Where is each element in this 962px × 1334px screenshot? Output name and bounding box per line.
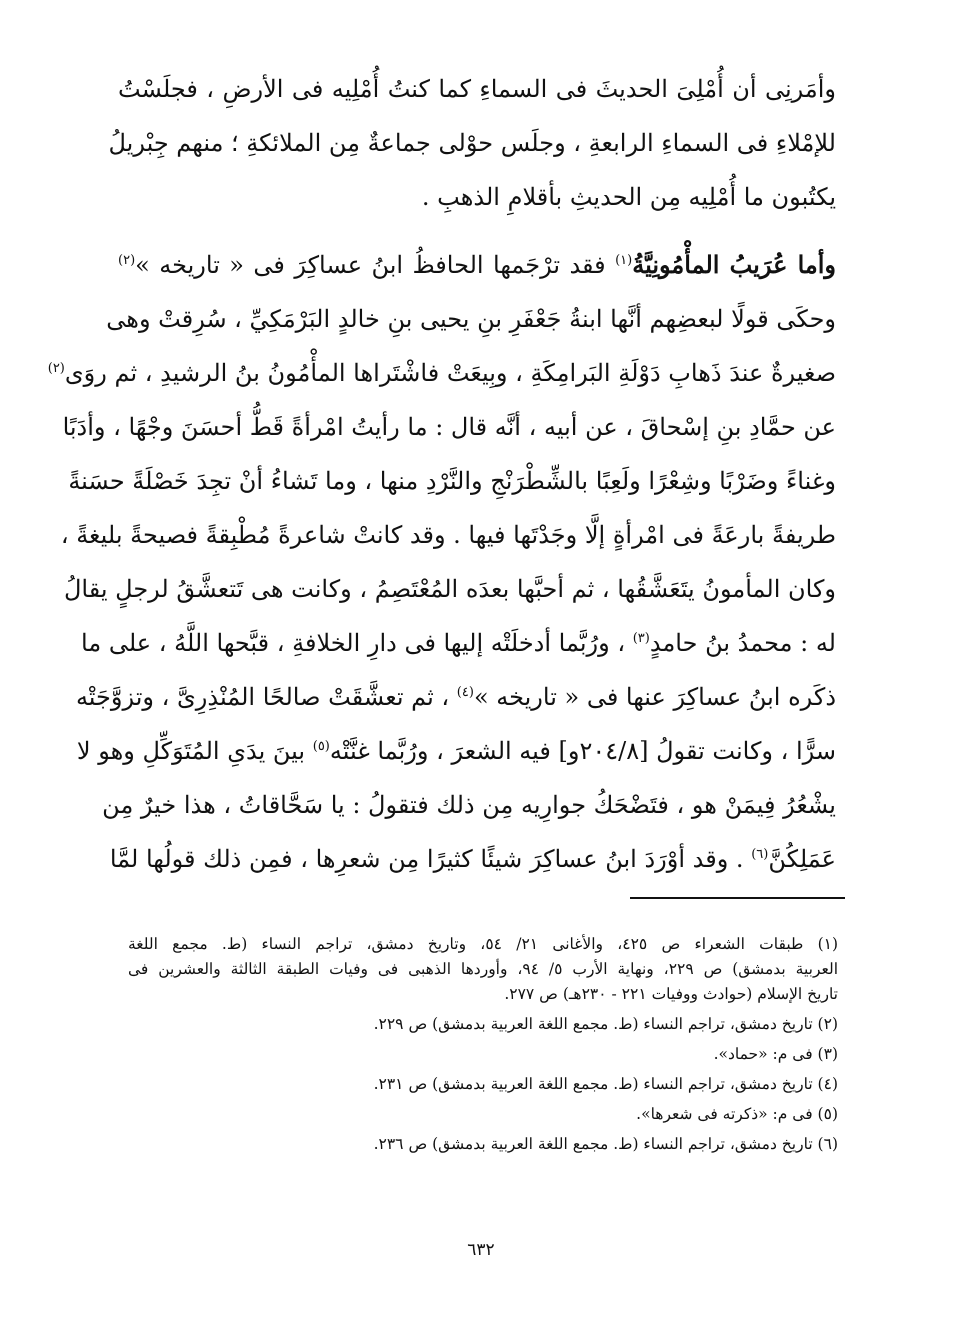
footnote-ref: (٤) [456, 685, 474, 700]
footnote-ref: (٦) [751, 847, 769, 862]
footnote-ref: (٢) [118, 253, 136, 268]
text-line: يشْعُرُ فِيمَنْ هو ، فتَضْحَكُ جوارِيه مِن ذلك فتقولُ : يا سَحَّاقاتُ ، هذا خيرٌ مِن [102, 791, 836, 819]
footnote-ref: (٣) [632, 631, 650, 646]
text-line: وكان المأمونُ يتَعَشَّقُها ، ثم أحبَّها بعدَه المُعْتَصِمُ ، وكانت هى تَتعشَّقُ لرجلٍ يقالُ [63, 575, 836, 603]
footnote-4: (٤) تاريخ دمشق، تراجم النساء (ط. مجمع اللغة العربية بدمشق) ص ٢٣١. [373, 1075, 838, 1093]
text-line: للإمْلاءِ فى السماءِ الرابعةِ ، وجلَس حوْلى جماعةٌ مِن الملائكةِ ؛ منهم جِبْريلُ [108, 129, 836, 157]
text-line: طريفةً بارعَةً فى امْرأةٍ إلَّا وجَدْتَها فيها . وقد كانتْ شاعرةً مُطْبِقةً فصيحةً بليغةً ، [60, 521, 836, 549]
text-line: وحكَى قولًا لبعضِهم أنَّها ابنةُ جَعْفَرِ بنِ يحيى بنِ خالدٍ البَرْمَكِيِّ ، سُرِقتْ وهى [106, 305, 836, 333]
footnotes [128, 932, 838, 1157]
text-line: صغيرةٌ عندَ ذَهابِ دَوْلَةِ البَرامِكَةِ ، وبِيعَتْ فاشْتَراها المأْمُونُ بنُ الرشيدِ ، ثم روَى$^{(٢)}$ [47, 359, 836, 387]
text-line: سرًّا ، وكانت تقولُ [٢٠٤/٨و] فيه الشعرَ ، ورُبَّما غنَّتْه$^{(٥)}$ بينَ يدَىِ المُتَوَكِّلِ وهو لا [76, 737, 836, 765]
footnote-1: (١) طبقات الشعراء ص ٤٢٥، والأغانى ٢١/ ٥٤، وتاريخ دمشق، تراجم النساء (ط. مجمع اللغة [128, 935, 839, 953]
main-text [47, 62, 836, 886]
page-number: ٦٣٢ [467, 1240, 495, 1260]
footnote-ref: (٢) [47, 361, 65, 376]
paragraph-gap [118, 224, 836, 238]
text-line: وأمَرنِى أن أُمْلِىَ الحديثَ فى السماءِ كما كنتُ أُمْلِيه فى الأرضِ ، فجلَسْتُ [118, 75, 836, 103]
text-line: عن حمَّادِ بنِ إسْحاقَ ، عن أبيه ، أنَّه قال : ما رأيتُ امْرأةً قَطُّ أحسَنَ وجْهًا ، وأدَبًا [62, 413, 836, 441]
section-heading: وأما عُرَيبُ المأْمُونِيَّةُ [632, 250, 836, 279]
footnote-2: (٢) تاريخ دمشق، تراجم النساء (ط. مجمع اللغة العربية بدمشق) ص ٢٢٩. [373, 1015, 838, 1033]
text-line: عَمَلِكُنَّ$^{(٦)}$ . وقد أوْرَدَ ابنُ عساكِرَ شيئًا كثيرًا مِن شعرِها ، فمِن ذلك قولُها لمَّا [109, 845, 836, 873]
footnote-6: (٦) تاريخ دمشق، تراجم النساء (ط. مجمع اللغة العربية بدمشق) ص ٢٣٦. [373, 1135, 838, 1153]
footnote-ref: (١) [615, 253, 633, 268]
footnote-5: (٥) فى م: «ذكرته فى شعرها». [636, 1105, 838, 1123]
footnote-divider [630, 897, 845, 899]
footnote-1: تاريخ الإسلام (حوادث ووفيات ٢٢١ - ٢٣٠هـ) ص ٢٧٧. [504, 985, 838, 1003]
text-line: له : محمدُ بنُ حامدٍ$^{(٣)}$ ، ورُبَّما أدخلَتْه إليها فى دارِ الخلافةِ ، قبَّحها اللَّهُ ، على ما [81, 629, 836, 657]
footnote-3: (٣) فى م: «حماد». [713, 1045, 838, 1063]
text-line: يكتُبون ما أُمْلِيه مِن الحديثِ بأقلامِ الذهبِ . [421, 183, 836, 211]
text-line: وغناءً وضَرْبًا وشِعْرًا ولَعِبًا بالشِّطْرَنْجِ والنَّرْدِ منها ، وما تَشاءُ أنْ تجِدَ خَصْلَةً حسَنةً [68, 467, 836, 495]
text-line: ذكَره ابنُ عساكِرَ عنها فى « تاريخه »$^{(٤)}$ ، ثم تعشَّقَتْ صالحًا المُنْذِرِىَّ ، وتزوَّجَتْه [75, 683, 836, 711]
footnote-ref: (٥) [312, 739, 330, 754]
footnote-1: العربية بدمشق) ص ٢٢٩، ونهاية الأرب ٥/ ٩٤، وأوردها الذهبى فى وفيات الطبقة الثالثة والعشرين فى [128, 960, 838, 978]
text-line: وأما عُرَيبُ المأْمُونِيَّةُ$^{(١)}$ فقد ترْجَمها الحافظُ ابنُ عساكِرَ فى « تاريخه »$^{(٢)}$ [118, 250, 836, 279]
